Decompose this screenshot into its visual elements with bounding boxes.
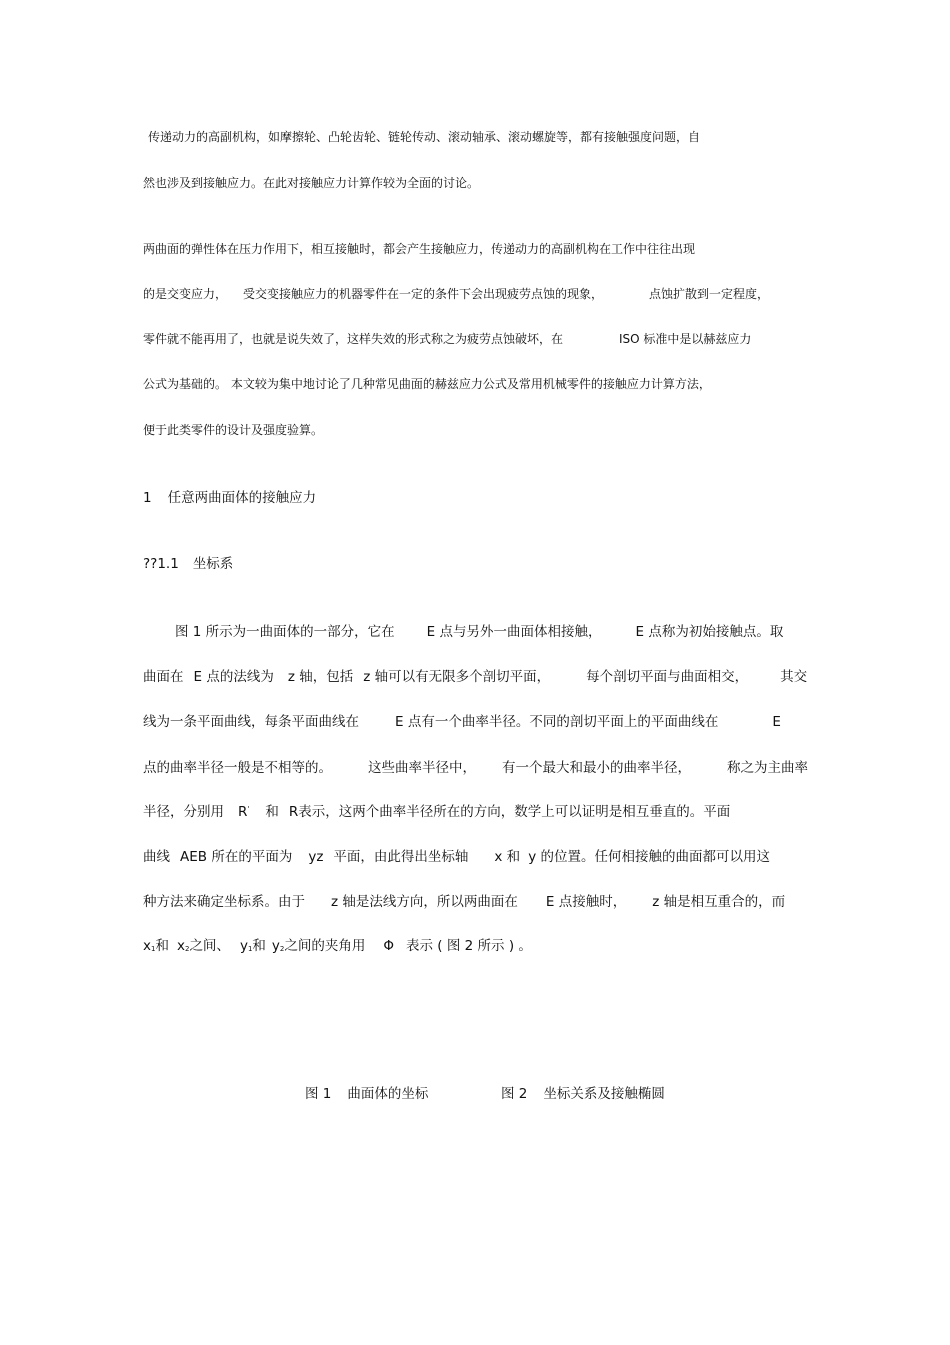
body-line-8 xyxy=(143,938,532,954)
body-l7-b: z 轴是法线方向，所以两曲面在 xyxy=(331,894,518,910)
y1-letter: y xyxy=(239,938,248,954)
subsection-1-1-heading xyxy=(143,556,233,572)
body-l3-b: E 点有一个曲率半径。不同的剖切平面上的平面曲线在 xyxy=(395,714,719,730)
subsection-title: 坐标系 xyxy=(192,556,234,572)
para2-line-3-b: ISO 标准中是以赫兹应力 xyxy=(619,332,752,346)
body-line-7 xyxy=(143,894,785,910)
para2-line-2 xyxy=(143,286,769,302)
figure-2-caption xyxy=(501,1086,665,1102)
body-line-1 xyxy=(175,624,783,640)
body-l8-between: 之间、 xyxy=(189,938,230,954)
y2-letter: y xyxy=(271,938,280,954)
x2-letter: x xyxy=(176,938,185,954)
body-line-5 xyxy=(143,804,730,820)
body-l8-he1: 和 xyxy=(155,938,169,954)
body-l6-b: AEB 所在的平面为 xyxy=(180,849,293,865)
body-l7-d: z 轴是相互重合的，而 xyxy=(652,894,786,910)
y2-subscript: 2 xyxy=(279,945,285,953)
x1-letter: x xyxy=(143,938,151,954)
body-l4-d: 称之为主曲率 xyxy=(727,760,808,776)
body-l8-he2: 和 xyxy=(252,938,266,954)
body-l3-c: E xyxy=(772,714,781,730)
body-l6-f: y 的位置。任何相接触的曲面都可以用这 xyxy=(528,849,770,865)
body-l1-c: E 点称为初始接触点。取 xyxy=(635,624,784,640)
para2-line-3-a: 零件就不能再用了，也就是说失效了，这样失效的形式称之为疲劳点蚀破坏，在 xyxy=(143,332,564,346)
radius-r-prime-mark: ' xyxy=(247,805,250,813)
body-l2-b: E 点的法线为 xyxy=(193,669,274,685)
para2-line-2-a: 的是交变应力， xyxy=(143,287,228,301)
body-l2-d: z 轴可以有无限多个剖切平面， xyxy=(363,669,551,685)
body-l2-f: 其交 xyxy=(780,669,808,685)
body-l6-a: 曲线 xyxy=(143,849,170,865)
body-l1-a: 图 1 所示为一曲面体的一部分，它在 xyxy=(175,624,395,640)
figure-1-title: 曲面体的坐标 xyxy=(347,1086,429,1102)
body-line-3 xyxy=(143,714,781,730)
subsection-number: ??1.1 xyxy=(143,556,179,572)
phi-symbol: Φ xyxy=(383,938,395,954)
x1-subscript: 1 xyxy=(151,945,156,953)
figure-1-label: 图 1 xyxy=(305,1086,332,1102)
radius-r-prime-letter: R xyxy=(238,804,248,820)
body-line-2 xyxy=(143,669,807,685)
section-1-title: 任意两曲面体的接触应力 xyxy=(167,490,317,506)
body-l6-e: x 和 xyxy=(494,849,521,865)
radius-r: R xyxy=(288,804,299,820)
body-l1-b: E 点与另外一曲面体相接触， xyxy=(426,624,602,640)
para2-line-2-c: 点蚀扩散到一定程度， xyxy=(649,287,770,301)
body-l4-c: 有一个最大和最小的曲率半径， xyxy=(502,760,691,776)
radius-r-prime xyxy=(238,804,249,820)
figure-2-title: 坐标关系及接触椭圆 xyxy=(543,1086,665,1102)
x2-subscript: 2 xyxy=(184,945,190,953)
body-l7-a: 种方法来确定坐标系。由于 xyxy=(143,894,305,910)
body-line-4 xyxy=(143,760,808,776)
intro-line-1: 传递动力的高副机构，如摩擦轮、凸轮齿轮、链轮传动、滚动轴承、滚动螺旋等，都有接触强度问题，自 xyxy=(148,130,701,144)
figure-1-caption xyxy=(305,1086,428,1102)
para2-line-1: 两曲面的弹性体在压力作用下，相互接触时，都会产生接触应力，传递动力的高副机构在工作中往往出现 xyxy=(143,242,696,256)
y1-subscript: 1 xyxy=(247,945,253,953)
para2-line-3 xyxy=(143,331,751,347)
body-l8-tail: 表示 ( 图 2 所示 ) 。 xyxy=(406,938,532,954)
body-l5-c: 和 xyxy=(265,804,279,820)
section-1-heading xyxy=(143,490,316,506)
body-l3-a: 线为一条平面曲线，每条平面曲线在 xyxy=(143,714,359,730)
body-line-6 xyxy=(143,849,770,865)
intro-line-2: 然也涉及到接触应力。在此对接触应力计算作较为全面的讨论。 xyxy=(143,176,480,190)
body-l7-c: E 点接触时， xyxy=(545,894,627,910)
section-1-number: 1 xyxy=(143,490,152,506)
figure-2-label: 图 2 xyxy=(501,1086,528,1102)
body-l4-b: 这些曲率半径中， xyxy=(368,760,476,776)
body-l2-a: 曲面在 xyxy=(143,669,184,685)
para2-line-4: 公式为基础的。 本文较为集中地讨论了几种常见曲面的赫兹应力公式及常用机械零件的接触应力计算方法， xyxy=(143,377,711,391)
body-l2-e: 每个剖切平面与曲面相交， xyxy=(586,669,749,685)
body-l2-c: z 轴，包括 xyxy=(287,669,354,685)
body-l5-a: 半径，分别用 xyxy=(143,804,224,820)
para2-line-2-b: 受交变接触应力的机器零件在一定的条件下会出现疲劳点蚀的现象， xyxy=(243,287,604,301)
body-l6-c: yz xyxy=(308,849,324,865)
para2-line-5: 便于此类零件的设计及强度验算。 xyxy=(143,423,324,437)
body-l6-d: 平面，由此得出坐标轴 xyxy=(333,849,469,865)
body-l5-e: 表示，这两个曲率半径所在的方向，数学上可以证明是相互垂直的。平面 xyxy=(298,804,731,820)
body-l8-angle-text: 之间的夹角用 xyxy=(284,938,366,954)
body-l4-a: 点的曲率半径一般是不相等的。 xyxy=(143,760,332,776)
